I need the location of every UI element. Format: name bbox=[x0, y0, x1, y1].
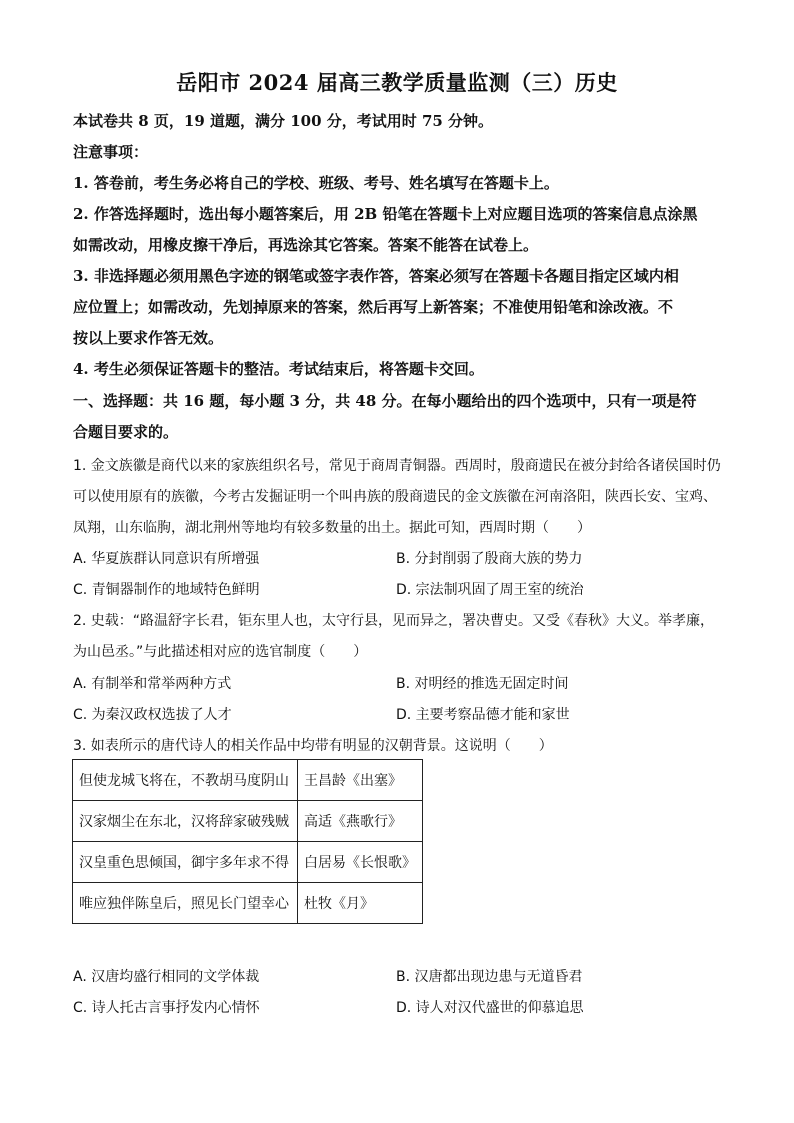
section-heading: 一、选择题：共 16 题，每小题 3 分，共 48 分。在每小题给出的四个选项中，只有一项是符 bbox=[73, 392, 697, 410]
note-line: 如需改动，用橡皮擦干净后，再选涂其它答案。答案不能答在试卷上。 bbox=[73, 236, 539, 254]
q1-option-c: C. 青铜器制作的地域特色鲜明 bbox=[73, 582, 260, 598]
q2-option-c: C. 为秦汉政权选拔了人才 bbox=[73, 707, 232, 723]
q3-option-d: D. 诗人对汉代盛世的仰慕追思 bbox=[396, 1000, 584, 1016]
q1-option-a: A. 华夏族群认同意识有所增强 bbox=[73, 551, 260, 567]
poem-verse: 汉皇重色思倾国，御宇多年求不得 bbox=[73, 842, 298, 883]
poem-source: 王昌龄《出塞》 bbox=[298, 760, 423, 801]
question-1-stem: 凤翔，山东临朐，湖北荆州等地均有较多数量的出土。据此可知，西周时期（ ） bbox=[73, 520, 591, 536]
table-row bbox=[73, 883, 423, 924]
note-line: 3. 非选择题必须用黑色字迹的钢笔或签字表作答，答案必须写在答题卡各题目指定区域内相 bbox=[73, 267, 679, 285]
question-2-stem: 为山邑丞。”与此描述相对应的选官制度（ ） bbox=[73, 644, 368, 660]
q2-option-a: A. 有制举和常举两种方式 bbox=[73, 676, 232, 692]
q1-option-b: B. 分封削弱了殷商大族的势力 bbox=[396, 551, 583, 567]
note-line: 4. 考生必须保证答题卡的整洁。考试结束后，将答题卡交回。 bbox=[73, 360, 484, 378]
notes-heading: 注意事项： bbox=[73, 143, 149, 161]
poem-source: 白居易《长恨歌》 bbox=[298, 842, 423, 883]
q3-option-b: B. 汉唐都出现边患与无道昏君 bbox=[396, 969, 583, 985]
note-line: 2. 作答选择题时，选出每小题答案后，用 2B 铅笔在答题卡上对应题目选项的答案信息点涂黑 bbox=[73, 205, 698, 223]
poem-table bbox=[72, 759, 423, 924]
note-line: 应位置上；如需改动，先划掉原来的答案，然后再写上新答案；不准使用铅笔和涂改液。不 bbox=[73, 298, 674, 316]
question-1-stem: 可以使用原有的族徽，今考古发掘证明一个叫冉族的殷商遗民的金文族徽在河南洛阳，陕西长安、宝鸡、 bbox=[73, 489, 717, 505]
question-2-stem: 2. 史载：“路温舒字长君，钜东里人也，太守行县，见而异之，署决曹史。又受《春秋》大义。举孝廉， bbox=[73, 613, 715, 629]
table-row bbox=[73, 842, 423, 883]
q2-option-b: B. 对明经的推选无固定时间 bbox=[396, 676, 569, 692]
poem-verse: 唯应独伴陈皇后，照见长门望幸心 bbox=[73, 883, 298, 924]
table-row bbox=[73, 760, 423, 801]
question-1-stem: 1. 金文族徽是商代以来的家族组织名号，常见于商周青铜器。西周时，殷商遗民在被分封给各诸侯国时仍 bbox=[73, 458, 721, 474]
q2-option-d: D. 主要考察品德才能和家世 bbox=[396, 707, 570, 723]
question-3-stem: 3. 如表所示的唐代诗人的相关作品中均带有明显的汉朝背景。这说明（ ） bbox=[73, 738, 553, 754]
exam-intro: 本试卷共 8 页，19 道题，满分 100 分，考试用时 75 分钟。 bbox=[73, 112, 494, 130]
poem-verse: 汉家烟尘在东北，汉将辞家破残贼 bbox=[73, 801, 298, 842]
q3-option-a: A. 汉唐均盛行相同的文学体裁 bbox=[73, 969, 260, 985]
poem-source: 高适《燕歌行》 bbox=[298, 801, 423, 842]
poem-source: 杜牧《月》 bbox=[298, 883, 423, 924]
section-heading: 合题目要求的。 bbox=[73, 423, 179, 441]
note-line: 1. 答卷前，考生务必将自己的学校、班级、考号、姓名填写在答题卡上。 bbox=[73, 174, 559, 192]
exam-title: 岳阳市 2024 届高三教学质量监测（三）历史 bbox=[176, 70, 618, 95]
poem-verse: 但使龙城飞将在，不教胡马度阴山 bbox=[73, 760, 298, 801]
q3-option-c: C. 诗人托古言事抒发内心情怀 bbox=[73, 1000, 260, 1016]
q1-option-d: D. 宗法制巩固了周王室的统治 bbox=[396, 582, 584, 598]
note-line: 按以上要求作答无效。 bbox=[73, 329, 224, 347]
table-row bbox=[73, 801, 423, 842]
